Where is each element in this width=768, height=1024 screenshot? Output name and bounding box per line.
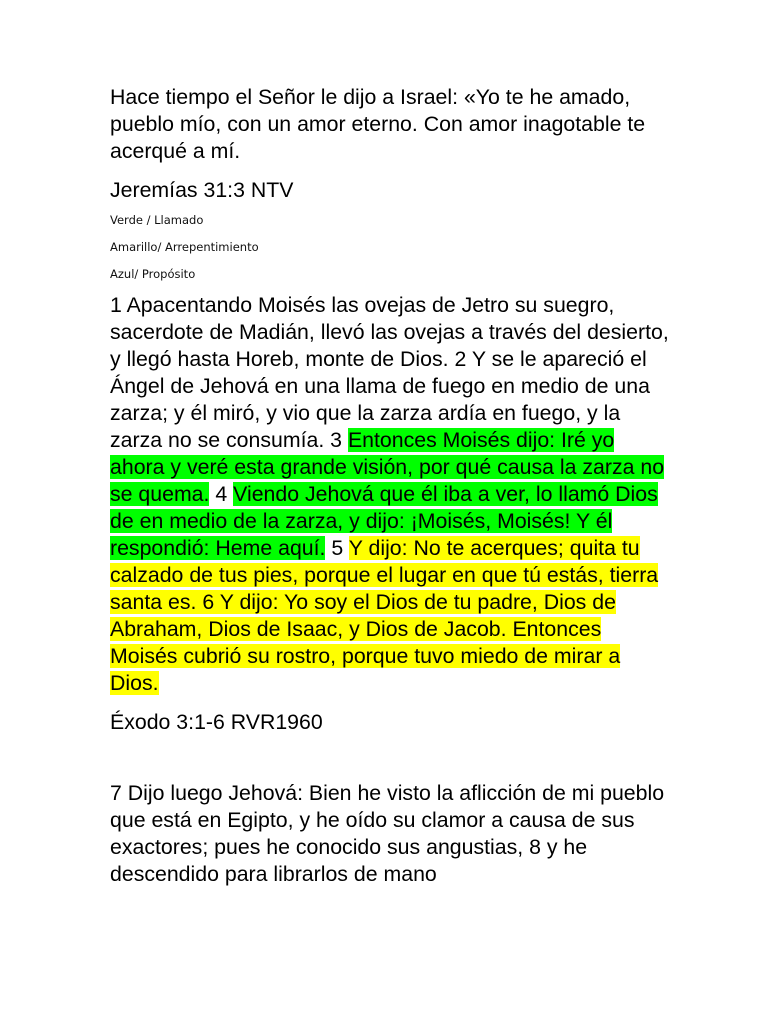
legend-item-green: Verde / Llamado xyxy=(110,213,204,227)
passage-highlight-green: Viendo Jehová que él iba a ver, lo llamó Dios de en medio de la zarza, y dijo: ¡Moisés, Moisés! Y él respondió: Heme aquí. xyxy=(110,482,658,560)
intro-verse: Hace tiempo el Señor le dijo a Israel: «Yo te he amado, pueblo mío, con un amor eterno. Con amor inagotable te acerqué a mí. xyxy=(110,85,646,163)
passage-reference: Éxodo 3:1-6 RVR1960 xyxy=(110,710,323,734)
passage-highlight-yellow: Y dijo: No te acerques; quita tu calzado de tus pies, porque el lugar en que tú estás, tierra santa es. 6 Y dijo: Yo soy el Dios de tu padre, Dios de Abraham, Dios de Isaac, y Dios de Jacob. Entonces Moisés cubrió su rostro, porque tuvo miedo de mirar a Dios. xyxy=(110,536,659,695)
legend-item-blue: Azul/ Propósito xyxy=(110,267,196,281)
passage-highlight-green: Entonces Moisés dijo: Iré yo ahora y veré esta grande visión, por qué causa la zarza no se quema. xyxy=(110,428,665,506)
continuation-paragraph: 7 Dijo luego Jehová: Bien he visto la aflicción de mi pueblo que está en Egipto, y he oído su clamor a causa de sus exactores; pues he conocido sus angustias, 8 y he descendido para librarlos de mano xyxy=(110,781,665,886)
passage-paragraph xyxy=(110,292,670,697)
document-page xyxy=(110,84,670,888)
passage-text-plain: 1 Apacentando Moisés las ovejas de Jetro su suegro, sacerdote de Madián, llevó las ovejas a través del desierto, y llegó hasta Horeb, monte de Dios. 2 Y se le apareció el Ángel de Jehová en una llama de fuego en medio de una zarza; y él miró, y vio que la zarza ardía en fuego, y la zarza no se consumía. 3 xyxy=(110,293,669,452)
passage-text-plain: 5 xyxy=(325,536,349,560)
intro-reference: Jeremías 31:3 NTV xyxy=(110,178,294,202)
passage-text-plain: 4 xyxy=(209,482,234,506)
legend-item-yellow: Amarillo/ Arrepentimiento xyxy=(110,240,259,254)
